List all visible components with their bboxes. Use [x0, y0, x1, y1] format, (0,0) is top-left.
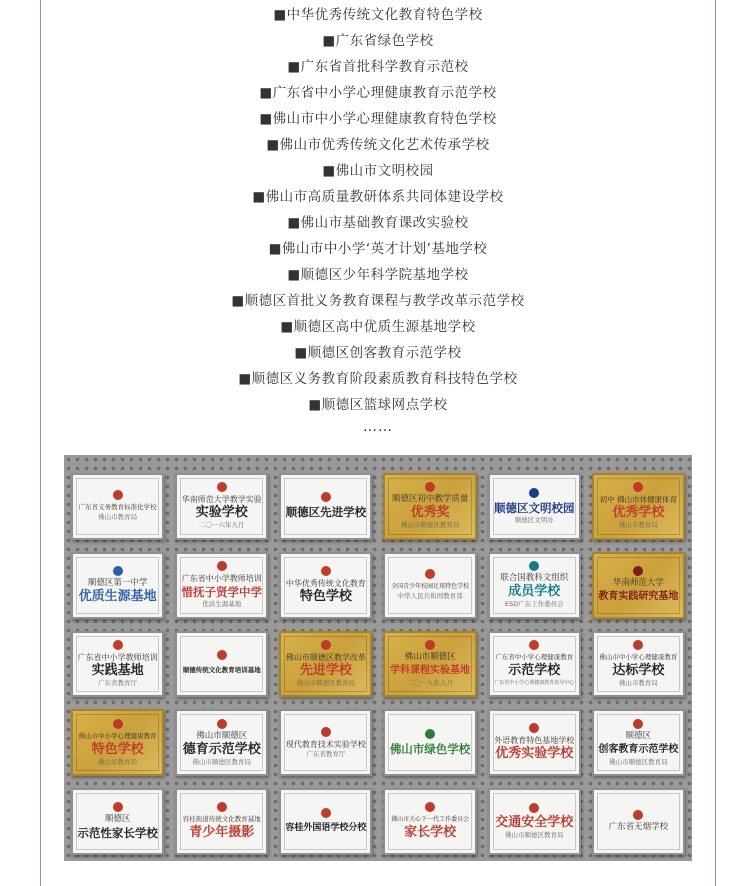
plaque-top-text: 容桂街道传统文化教育基地 [182, 815, 261, 824]
honor-item: ■佛山市中小学心理健康教育特色学校 [259, 111, 497, 127]
plaque-main-text: 佛山市绿色学校 [389, 741, 471, 756]
more-ellipsis: …… [363, 419, 393, 435]
award-plaque [592, 709, 685, 776]
plaque-top-text: 华南师范大学教学实验 [181, 495, 262, 505]
award-plaque [488, 709, 581, 776]
plaque-main-text: 达标学校 [612, 662, 665, 678]
plaque-main-text: 创客教育示范学校 [598, 743, 679, 755]
plaque-main-text: 顺德传统文化教育培训基地 [182, 665, 261, 674]
plaque-main-text: 特色学校 [91, 741, 144, 757]
award-plaque [592, 552, 685, 619]
emblem-icon [321, 566, 331, 576]
emblem-icon [529, 723, 539, 733]
plaque-main-text: 顺德区先进学校 [285, 505, 367, 520]
plaque-main-text: 容桂外国语学校分校 [285, 822, 367, 833]
plaque-main-text: 交通安全学校 [495, 815, 574, 831]
plaque-main-text: 顺德区文明校园 [493, 500, 575, 515]
award-plaque [383, 473, 476, 540]
plaque-main-text: 实验学校 [195, 505, 248, 521]
award-plaque [488, 552, 581, 619]
award-plaque [279, 709, 372, 776]
award-plaque [175, 788, 268, 855]
emblem-icon [633, 640, 643, 650]
plaque-main-text: 德育示范学校 [182, 741, 261, 757]
award-plaque [71, 552, 164, 619]
emblem-icon [217, 482, 227, 492]
emblem-icon [633, 566, 643, 576]
plaque-bottom-text: 佛山市教育局 [618, 678, 658, 687]
plaque-bottom-text: 佛山市顺德区教育局 [192, 757, 251, 766]
award-plaque [71, 631, 164, 698]
honor-item: ■佛山市文明校园 [322, 163, 434, 179]
emblem-icon [217, 719, 227, 729]
plaque-top-text: 广东省义务教育标准化学校 [78, 503, 157, 512]
honor-item: ■广东省绿色学校 [322, 33, 434, 49]
honor-item: ■佛山市高质量教研体系共同体建设学校 [252, 189, 504, 205]
plaque-top-text: 顺德区第一中学 [87, 577, 148, 588]
plaque-top-text: 广东省中小学教师培训 [77, 652, 158, 662]
award-plaque [592, 788, 685, 855]
award-plaque [488, 473, 581, 540]
plaque-top-text: 佛山市关心下一代工作委员会 [391, 816, 470, 824]
award-plaque [71, 709, 164, 776]
award-plaque [175, 631, 268, 698]
plaque-top-text: 佛山市顺德区 [196, 730, 248, 741]
award-plaque [592, 473, 685, 540]
award-plaque [279, 552, 372, 619]
award-plaque [592, 631, 685, 698]
award-plaque [175, 709, 268, 776]
emblem-icon [113, 566, 123, 576]
award-plaque [488, 788, 581, 855]
emblem-icon [217, 650, 227, 660]
emblem-icon [113, 490, 123, 500]
award-plaque [383, 631, 476, 698]
emblem-icon [113, 719, 123, 729]
award-plaque [383, 709, 476, 776]
plaque-bottom-text: 佛山市教育局 [98, 757, 138, 766]
frame-border-right [715, 0, 716, 886]
honor-item: ■顺德区少年科学院基地学校 [287, 267, 469, 283]
plaque-main-text: 惜抚子贤学中学 [181, 585, 262, 600]
honor-item: ■顺德区义务教育阶段素质教育科技特色学校 [238, 371, 518, 387]
plaque-main-text: 特色学校 [299, 588, 352, 604]
emblem-icon [425, 802, 435, 812]
award-plaque [175, 473, 268, 540]
plaque-top-text: 现代教育技术实验学校 [285, 739, 366, 749]
plaque-top-text: 广东省中小学心理健康教育 [495, 652, 574, 661]
plaque-bottom-text: 二〇一六年九月 [198, 521, 245, 530]
emblem-icon [321, 492, 331, 502]
honor-item: ■顺德区篮球网点学校 [308, 397, 448, 413]
honor-item: ■顺德区高中优质生源基地学校 [280, 319, 476, 335]
plaque-bottom-text: 佛山市教育局 [618, 521, 658, 530]
plaque-main-text: 先进学校 [299, 662, 352, 678]
award-plaque [279, 631, 372, 698]
emblem-icon [425, 482, 435, 492]
award-plaque [279, 788, 372, 855]
plaque-top-text: 广东省中小学教师培训 [181, 574, 262, 584]
plaque-bottom-text: 佛山市顺德区教育局 [609, 757, 668, 766]
emblem-icon [217, 802, 227, 812]
emblem-icon [113, 640, 123, 650]
honor-item: ■广东省首批科学教育示范校 [287, 59, 469, 75]
emblem-icon [529, 561, 539, 571]
plaque-bottom-text: 二〇一九年九月 [407, 678, 453, 687]
plaque-main-text: 青少年摄影 [189, 825, 255, 841]
plaque-grid [71, 473, 685, 855]
emblem-icon [633, 482, 643, 492]
plaque-bottom-text: 佛山市顺德区教育局 [296, 678, 356, 687]
plaque-bottom-text: 广东省中小学心理健康教育指导中心 [494, 679, 575, 686]
plaque-top-text: 华南师范大学 [612, 577, 664, 588]
plaque-top-text: 全国青少年校园足球特色学校 [391, 583, 470, 591]
plaque-top-text: 顺德区 [104, 814, 131, 825]
plaque-main-text: 教育实践研究基地 [598, 590, 679, 602]
plaque-top-text: 佛山市中小学心理健康教育 [599, 652, 678, 661]
honor-item: ■佛山市优秀传统文化艺术传承学校 [266, 137, 490, 153]
plaque-top-text: 佛山市顺德区教学改革 [285, 652, 366, 662]
plaque-bottom-text: 中华人民共和国教育部 [397, 592, 463, 601]
plaque-main-text: 优秀实验学校 [495, 746, 574, 762]
plaque-main-text: 优质生源基地 [78, 588, 157, 604]
plaque-top-text: 联合国教科文组织 [500, 573, 569, 584]
plaque-top-text: 佛山市顺德区 [404, 651, 456, 662]
plaque-bottom-text: 优质生源基地 [202, 600, 242, 609]
plaque-wall-photo [64, 455, 692, 861]
plaque-bottom-text: ESD广东工作委员会 [504, 600, 564, 609]
award-plaque [175, 552, 268, 619]
honor-item: ■顺德区创客教育示范学校 [294, 345, 462, 361]
award-plaque [71, 788, 164, 855]
emblem-icon [425, 640, 435, 650]
honor-item: ■顺德区首批义务教育课程与教学改革示范学校 [231, 293, 525, 309]
plaque-bottom-text: 佛山市顺德区教育局 [400, 521, 460, 530]
honor-item: ■佛山市中小学‘英才计划’基地学校 [268, 241, 488, 257]
plaque-main-text: 家长学校 [404, 825, 457, 841]
plaque-main-text: 示范性家长学校 [77, 826, 158, 841]
award-plaque [71, 473, 164, 540]
emblem-icon [529, 640, 539, 650]
emblem-icon [321, 727, 331, 737]
emblem-icon [321, 808, 331, 818]
emblem-icon [633, 810, 643, 820]
plaque-bottom-text: 佛山市顺德区教育局 [504, 831, 564, 840]
emblem-icon [425, 729, 435, 739]
award-plaque [279, 473, 372, 540]
honor-list [41, 2, 715, 442]
plaque-bottom-text: 广东省教育厅 [306, 749, 346, 758]
emblem-icon [425, 569, 435, 579]
plaque-main-text: 实践基地 [91, 662, 144, 678]
honor-item: ■佛山市基础教育课改实验校 [287, 215, 469, 231]
plaque-top-text: 广东省无烟学校 [608, 822, 669, 833]
plaque-top-text: 初中 佛山市体健康体育 [599, 495, 678, 505]
plaque-bottom-text: 佛山市教育局 [98, 513, 138, 522]
award-plaque [488, 631, 581, 698]
emblem-icon [113, 802, 123, 812]
plaque-main-text: 优秀奖 [410, 505, 450, 521]
plaque-top-text: 顺德区初中教学质量 [391, 494, 469, 505]
plaque-top-text: 外语教育特色基地学校 [494, 736, 575, 746]
plaque-main-text: 成员学校 [508, 584, 561, 600]
honor-item: ■中华优秀传统文化教育特色学校 [273, 7, 483, 23]
award-plaque [383, 788, 476, 855]
honor-item: ■广东省中小学心理健康教育示范学校 [259, 85, 497, 101]
plaque-main-text: 优秀学校 [612, 505, 665, 521]
emblem-icon [217, 561, 227, 571]
plaque-top-text: 佛山市中小学心理健康教育 [78, 731, 157, 740]
plaque-main-text: 示范学校 [508, 662, 561, 678]
emblem-icon [529, 488, 539, 498]
plaque-top-text: 顺德区 [625, 730, 652, 741]
emblem-icon [321, 640, 331, 650]
plaque-top-text: 中华优秀传统文化教育 [285, 578, 366, 588]
emblem-icon [529, 803, 539, 813]
award-plaque [383, 552, 476, 619]
emblem-icon [633, 719, 643, 729]
plaque-main-text: 学科课程实验基地 [390, 664, 471, 676]
plaque-bottom-text: 广东省教育厅 [98, 678, 138, 687]
plaque-bottom-text: 顺德区文明办 [514, 515, 554, 524]
